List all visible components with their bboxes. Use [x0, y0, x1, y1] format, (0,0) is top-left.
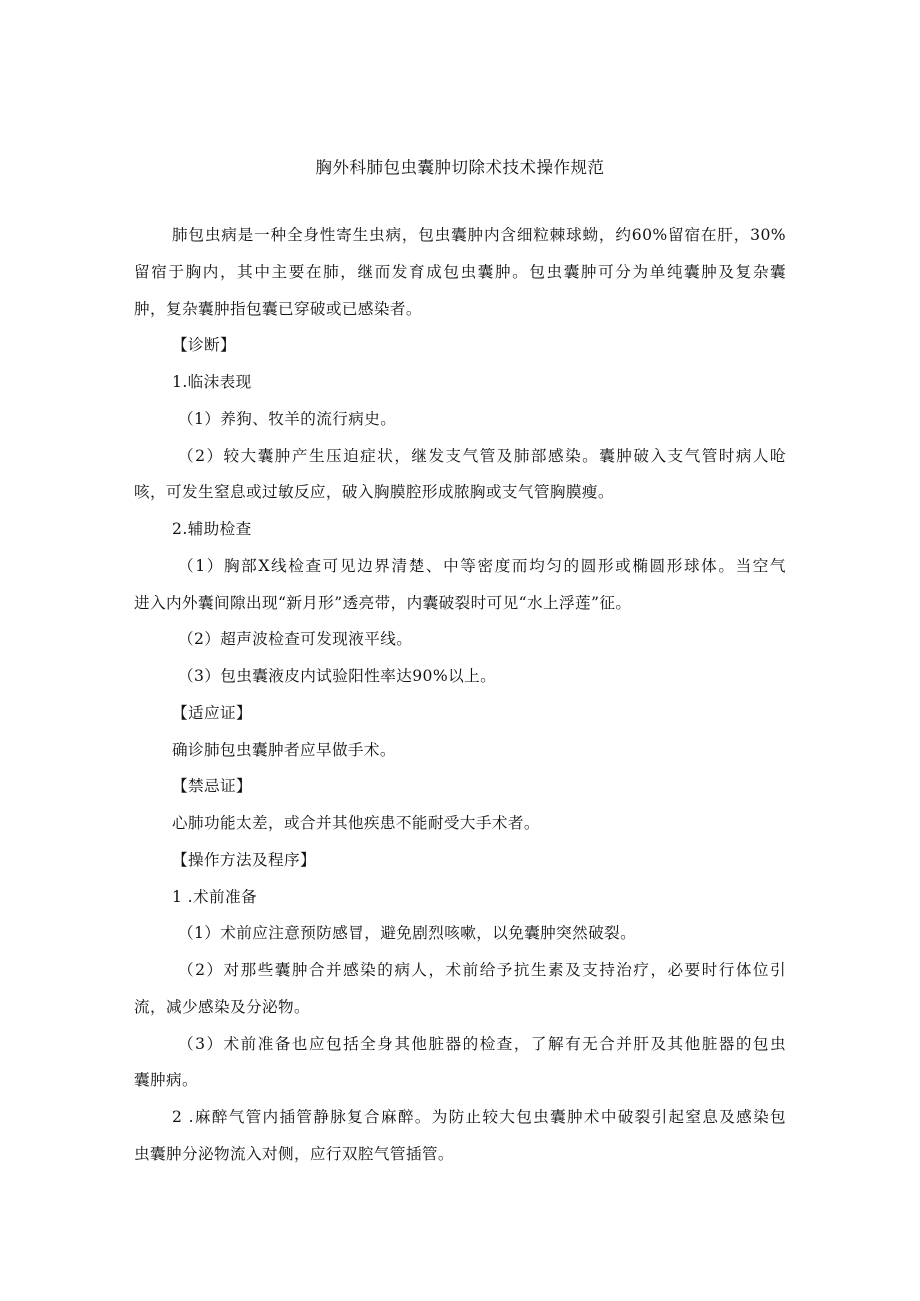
list-item: （1）胸部X线检查可见边界清楚、中等密度而均匀的圆形或椭圆形球体。当空气 — [178, 556, 786, 575]
list-item-continuation: 进入内外囊间隙出现“新月形”透亮带，内囊破裂时可见“水上浮莲”征。 — [134, 593, 632, 612]
paragraph-line: 留宿于胸内，其中主要在肺，继而发育成包虫囊肿。包虫囊肿可分为单纯囊肿及复杂囊 — [134, 262, 786, 281]
paragraph-line: 虫囊肿分泌物流入对侧，应行双腔气管插管。 — [134, 1144, 454, 1163]
list-item-continuation: 流，减少感染及分泌物。 — [134, 997, 310, 1016]
list-item: （2）超声波检查可发现液平线。 — [178, 630, 413, 649]
list-item: （3）术前准备也应包括全身其他脏器的检查，了解有无合并肝及其他脏器的包虫 — [178, 1034, 786, 1053]
list-item-continuation: 囊肿病。 — [134, 1071, 198, 1090]
paragraph-line: 肿，复杂囊肿指包囊已穿破或已感染者。 — [134, 299, 422, 318]
list-item: （1）养狗、牧羊的流行病史。 — [178, 409, 397, 428]
paragraph-line: 肺包虫病是一种全身性寄生虫病，包虫囊肿内含细粒棘球蚴，约60%留宿在肝，30% — [172, 226, 786, 244]
list-item: （2）较大囊肿产生压迫症状，继发支气管及肺部感染。囊肿破入支气管时病人呛 — [178, 446, 786, 465]
section-heading-contraindications: 【禁忌证】 — [172, 777, 252, 796]
section-heading-diagnosis: 【诊断】 — [172, 336, 236, 355]
section-heading-procedure: 【操作方法及程序】 — [172, 850, 316, 869]
list-item: （1）术前应注意预防感冒，避免剧烈咳嗽，以免囊肿突然破裂。 — [178, 924, 637, 943]
subheading: 2.辅助检查 — [172, 520, 252, 538]
paragraph-line: 2 .麻醉气管内插管静脉复合麻醉。为防止较大包虫囊肿术中破裂引起窒息及感染包 — [172, 1108, 786, 1126]
document-title: 胸外科肺包虫囊肿切除术技术操作规范 — [315, 158, 605, 177]
section-heading-indications: 【适应证】 — [172, 703, 252, 722]
list-item-continuation: 咳，可发生窒息或过敏反应，破入胸膜腔形成脓胸或支气管胸膜瘦。 — [134, 483, 614, 502]
list-item: （3）包虫囊液皮内试验阳性率达90%以上。 — [178, 667, 497, 685]
subheading: 1 .术前准备 — [172, 887, 258, 906]
document-body — [134, 217, 786, 1173]
paragraph-line: 心肺功能太差，或合并其他疾患不能耐受大手术者。 — [172, 814, 540, 832]
subheading: 1.临沫表现 — [172, 373, 252, 391]
paragraph-line: 确诊肺包虫囊肿者应早做手术。 — [172, 740, 396, 759]
list-item: （2）对那些囊肿合并感染的病人，术前给予抗生素及支持治疗，必要时行体位引 — [178, 961, 786, 979]
